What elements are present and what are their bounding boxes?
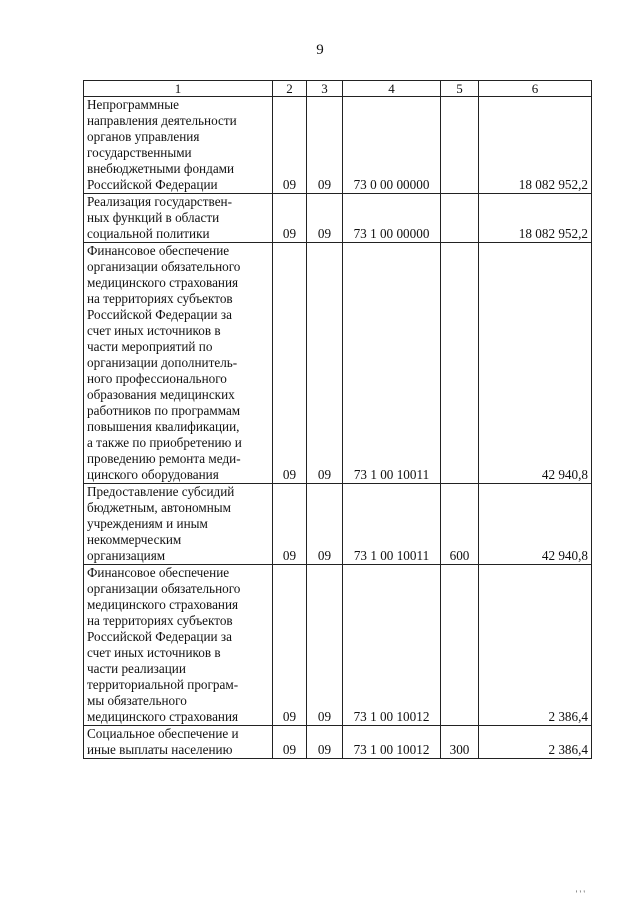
row-subsection: 09 — [307, 484, 343, 565]
row-expense-type: 600 — [441, 484, 479, 565]
row-expense-type: 300 — [441, 726, 479, 759]
row-subsection: 09 — [307, 565, 343, 726]
row-expense-type — [441, 565, 479, 726]
row-expense-type — [441, 194, 479, 243]
header-col-2: 2 — [273, 81, 307, 97]
row-amount: 18 082 952,2 — [479, 97, 592, 194]
row-amount: 42 940,8 — [479, 243, 592, 484]
page-number: 9 — [316, 42, 324, 58]
row-target-code: 73 1 00 10012 — [343, 565, 441, 726]
row-subsection: 09 — [307, 726, 343, 759]
header-col-6: 6 — [479, 81, 592, 97]
budget-table — [83, 80, 592, 759]
row-target-code: 73 1 00 10011 — [343, 243, 441, 484]
row-target-code: 73 1 00 10011 — [343, 484, 441, 565]
table-row — [84, 97, 592, 194]
table-row — [84, 484, 592, 565]
row-subsection: 09 — [307, 194, 343, 243]
row-name: Предоставление субсидий бюджетным, автономным учреждениям и иным некоммерческим организациям — [84, 484, 273, 565]
row-section: 09 — [273, 565, 307, 726]
row-target-code: 73 0 00 00000 — [343, 97, 441, 194]
row-name: Непрограммные направления деятельности органов управления государственными внебюджетными фондами Российской Федерации — [84, 97, 273, 194]
header-col-5: 5 — [441, 81, 479, 97]
row-section: 09 — [273, 243, 307, 484]
row-expense-type — [441, 97, 479, 194]
row-section: 09 — [273, 726, 307, 759]
header-col-3: 3 — [307, 81, 343, 97]
row-name: Реализация государствен- ных функций в области социальной политики — [84, 194, 273, 243]
table-row — [84, 565, 592, 726]
row-amount: 2 386,4 — [479, 726, 592, 759]
row-name: Финансовое обеспечение организации обязательного медицинского страхования на территориях субъектов Российской Федерации за счет иных источников в части мероприятий по организации дополнитель- ного профессионального образования медицинских работников по программам повышения квалификации, а также по приобретению и проведению ремонта меди- цинского оборудования — [84, 243, 273, 484]
row-target-code: 73 1 00 10012 — [343, 726, 441, 759]
table-row — [84, 243, 592, 484]
header-col-4: 4 — [343, 81, 441, 97]
table-header-row — [84, 81, 592, 97]
row-amount: 18 082 952,2 — [479, 194, 592, 243]
row-target-code: 73 1 00 00000 — [343, 194, 441, 243]
header-col-1: 1 — [84, 81, 273, 97]
row-section: 09 — [273, 484, 307, 565]
row-expense-type — [441, 243, 479, 484]
table-row — [84, 726, 592, 759]
corner-mark: ' ' ' — [575, 889, 585, 899]
row-amount: 2 386,4 — [479, 565, 592, 726]
row-section: 09 — [273, 97, 307, 194]
row-amount: 42 940,8 — [479, 484, 592, 565]
row-name: Финансовое обеспечение организации обязательного медицинского страхования на территориях субъектов Российской Федерации за счет иных источников в части реализации территориальной програм- мы обязательного медицинского страхования — [84, 565, 273, 726]
row-name: Социальное обеспечение и иные выплаты населению — [84, 726, 273, 759]
row-section: 09 — [273, 194, 307, 243]
row-subsection: 09 — [307, 243, 343, 484]
row-subsection: 09 — [307, 97, 343, 194]
table-row — [84, 194, 592, 243]
